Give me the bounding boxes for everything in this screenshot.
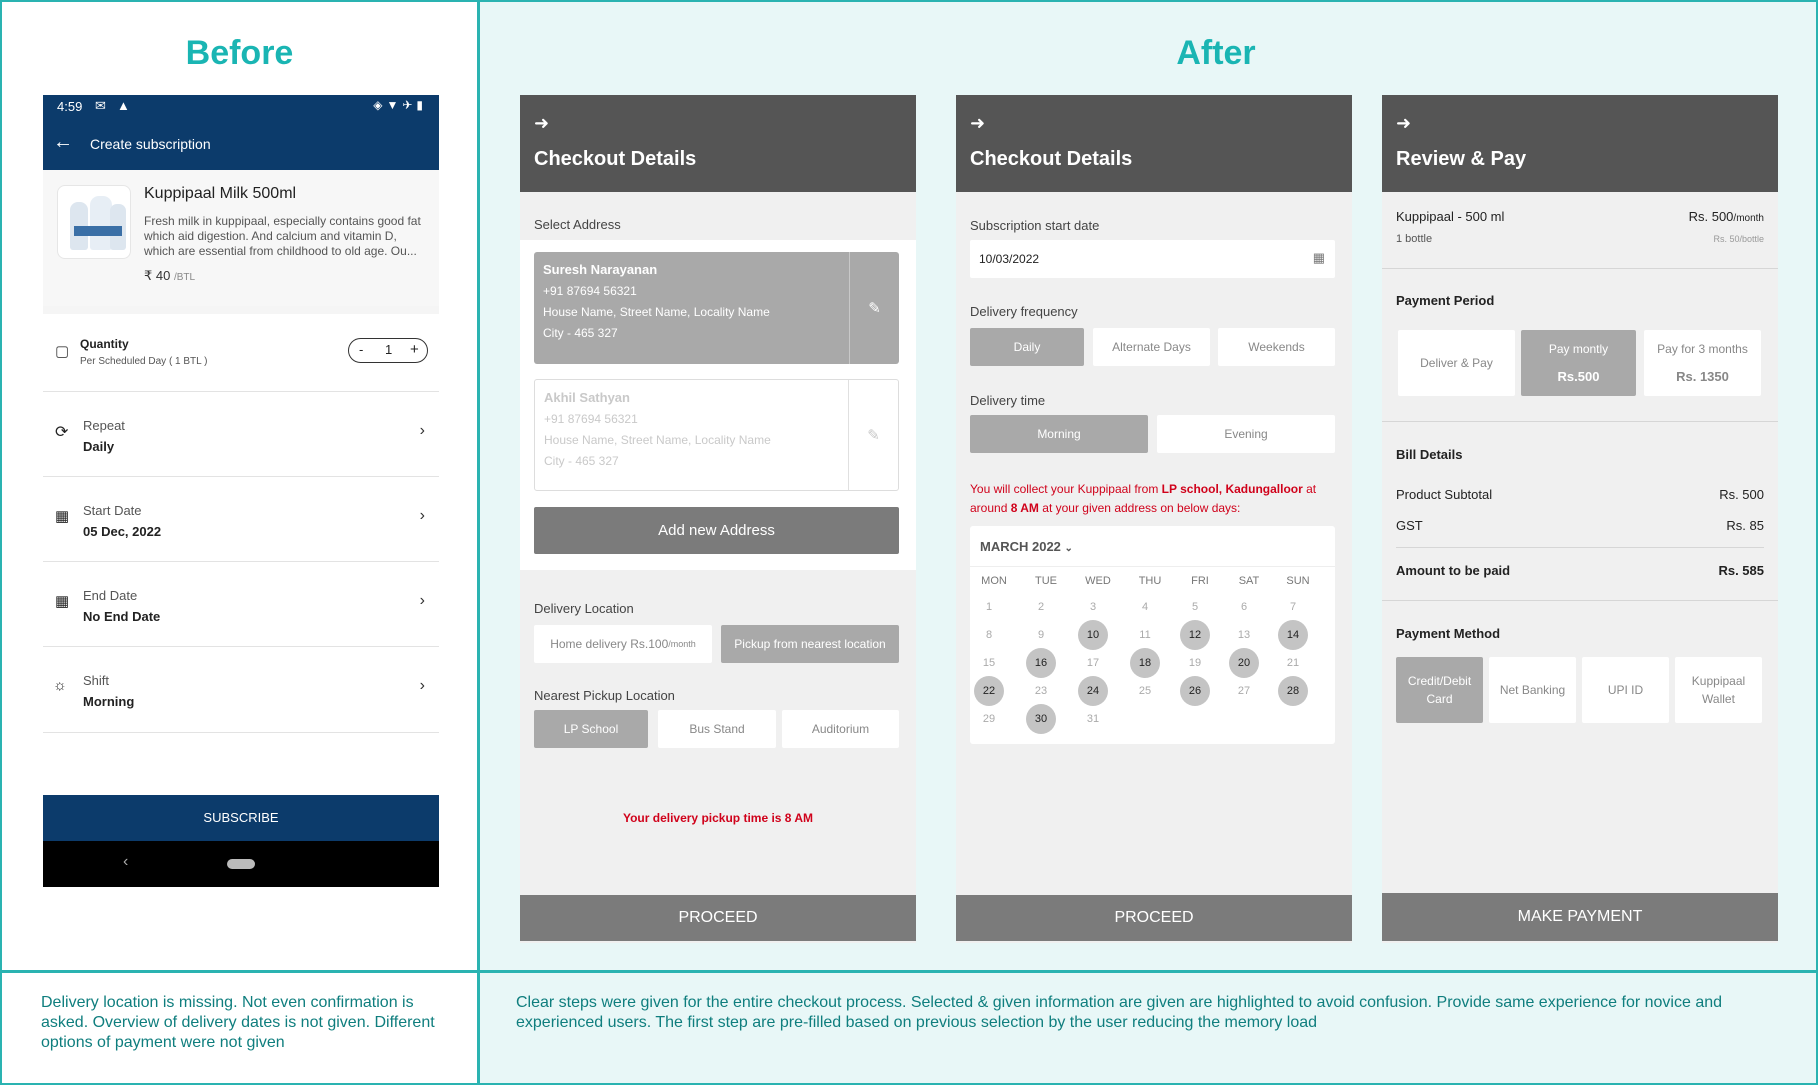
period-amount: Rs.500 <box>1557 369 1600 384</box>
calendar-day[interactable]: 11 <box>1139 629 1151 641</box>
price-value: Rs. 500 <box>1688 209 1734 224</box>
calendar-day[interactable]: 26 <box>1180 676 1210 706</box>
checkout-schedule-screen <box>956 95 1352 943</box>
quantity-stepper[interactable] <box>348 338 428 363</box>
weekday-label: THU <box>1138 575 1162 587</box>
home-delivery-unit: /month <box>668 639 696 649</box>
calendar-day[interactable]: 2 <box>1037 601 1045 613</box>
end-date-row[interactable] <box>43 562 439 647</box>
subtotal-row <box>1396 487 1764 502</box>
start-date-value: 10/03/2022 <box>979 252 1040 266</box>
start-date-row[interactable] <box>43 477 439 562</box>
shift-row[interactable] <box>43 647 439 733</box>
total-row <box>1396 563 1764 578</box>
weekday-label: SAT <box>1238 575 1260 587</box>
quantity-value: 1 <box>385 342 393 357</box>
pickup-time-note: Your delivery pickup time is 8 AM <box>622 811 814 825</box>
period-label: Pay for 3 months <box>1657 342 1748 356</box>
review-pay-screen <box>1382 95 1778 943</box>
product-description: Fresh milk in kuppipaal, especially contains good fat which aid digestion. And calcium and vitamin D, which are essential from childhood to old age. Ou... <box>144 214 421 258</box>
period-label: Deliver & Pay <box>1420 356 1493 370</box>
chevron-down-icon: ⌄ <box>1064 543 1073 554</box>
price-value: ₹ 40 <box>144 268 171 283</box>
period-monthly[interactable] <box>1521 330 1636 396</box>
calendar-day[interactable]: 23 <box>1034 685 1048 697</box>
period-three-months[interactable] <box>1644 330 1761 396</box>
start-date-value: 05 Dec, 2022 <box>83 524 162 539</box>
screen-title: Checkout Details <box>970 148 1133 170</box>
product-card <box>43 170 439 306</box>
address-phone: +91 87694 56321 <box>544 412 638 426</box>
nav-back-icon[interactable]: ‹ <box>123 853 129 870</box>
calendar-day[interactable]: 14 <box>1278 620 1308 650</box>
item-name: Kuppipaal - 500 ml <box>1396 209 1505 224</box>
item-price <box>1689 209 1764 224</box>
sunrise-icon: ☼ <box>53 677 67 694</box>
product-price <box>144 268 195 284</box>
month-label: MARCH 2022 <box>980 539 1061 554</box>
quantity-sub: Per Scheduled Day ( 1 BTL ) <box>80 356 208 367</box>
start-date-label: Subscription start date <box>970 218 1100 233</box>
calendar-day[interactable]: 5 <box>1191 601 1199 613</box>
total-label: Amount to be paid <box>1396 563 1511 578</box>
quantity-row <box>43 314 439 392</box>
method-card[interactable]: Credit/Debit Card <box>1396 657 1483 723</box>
calendar-icon[interactable]: ▦ <box>1312 250 1325 265</box>
before-panel <box>0 0 479 972</box>
address-city: City - 465 327 <box>544 454 619 468</box>
delivery-calendar <box>970 526 1335 744</box>
delivery-time-label: Delivery time <box>970 393 1046 408</box>
calendar-day[interactable]: 9 <box>1037 629 1045 641</box>
back-arrow-icon[interactable]: ➜ <box>970 113 986 133</box>
screen-title: Checkout Details <box>534 148 697 170</box>
item-quantity: 1 bottle <box>1396 233 1433 245</box>
address-phone: +91 87694 56321 <box>543 284 637 298</box>
address-line: House Name, Street Name, Locality Name <box>544 433 771 447</box>
collection-info <box>970 480 1340 518</box>
edit-icon[interactable]: ✎ <box>849 252 899 364</box>
calendar-divider <box>970 566 1335 567</box>
home-delivery-option[interactable] <box>534 625 712 663</box>
gst-row <box>1396 518 1764 533</box>
proceed-button[interactable]: PROCEED <box>956 895 1352 941</box>
screen-header <box>956 95 1352 192</box>
address-name: Suresh Narayanan <box>543 262 658 277</box>
calendar-day[interactable]: 1 <box>985 601 993 613</box>
per-bottle-price: Rs. 50/bottle <box>1713 234 1764 244</box>
calendar-day[interactable]: 30 <box>1026 704 1056 734</box>
nearest-pickup-label: Nearest Pickup Location <box>534 688 675 703</box>
quantity-label: Quantity <box>80 337 129 351</box>
calendar-day[interactable]: 13 <box>1237 629 1251 641</box>
time-morning[interactable]: Morning <box>970 415 1148 453</box>
back-arrow-icon[interactable]: ➜ <box>534 113 550 133</box>
back-arrow-icon[interactable]: ➜ <box>1396 113 1412 133</box>
gmail-icon: ✉ <box>95 98 106 113</box>
time-evening[interactable]: Evening <box>1157 415 1335 453</box>
select-address-label: Select Address <box>534 217 621 232</box>
android-nav-bar <box>43 841 439 887</box>
calendar-day[interactable]: 20 <box>1229 648 1259 678</box>
home-delivery-text: Home delivery Rs.100 <box>550 637 669 651</box>
after-panel <box>478 0 1818 972</box>
before-heading: Before <box>185 34 294 72</box>
weekday-label: WED <box>1085 575 1111 587</box>
proceed-button[interactable]: PROCEED <box>520 895 916 941</box>
pickup-auditorium[interactable]: Auditorium <box>782 710 899 748</box>
after-note: Clear steps were given for the entire checkout process. Selected & given information are given are highlighted to avoid confusion. Provide same experience for novice and experienced users. The first step are pre-filled based on previous selection by the user reducing the memory load <box>516 994 1723 1031</box>
calendar-day[interactable]: 25 <box>1138 685 1152 697</box>
calendar-icon: ▦ <box>55 593 70 610</box>
subtotal-value: Rs. 500 <box>1719 487 1764 502</box>
plus-button[interactable]: + <box>410 341 419 358</box>
info-part: at your given address on below days: <box>1038 501 1241 515</box>
info-part: You will collect your Kuppipaal from <box>970 482 1162 496</box>
price-unit: /month <box>1733 213 1764 224</box>
divider <box>1382 268 1778 269</box>
calendar-day[interactable]: 17 <box>1086 657 1100 669</box>
calendar-day[interactable]: 7 <box>1289 601 1297 613</box>
calendar-day[interactable]: 4 <box>1141 601 1149 613</box>
back-arrow-icon[interactable]: ← <box>53 131 73 153</box>
calendar-day[interactable]: 29 <box>982 713 996 725</box>
empty-space <box>43 733 439 795</box>
address-card[interactable] <box>534 379 899 491</box>
after-heading: After <box>1176 34 1256 72</box>
calendar-day[interactable]: 12 <box>1180 620 1210 650</box>
start-date-input[interactable] <box>970 240 1335 278</box>
divider <box>1382 600 1778 601</box>
weekday-label: MON <box>981 575 1007 587</box>
calendar-icon: ▦ <box>55 508 70 525</box>
delivery-location-label: Delivery Location <box>534 601 634 616</box>
method-net-banking[interactable]: Net Banking <box>1489 657 1576 723</box>
system-status-icons: ◈▼✈▮ <box>373 98 427 112</box>
product-name: Kuppipaal Milk 500ml <box>144 185 297 202</box>
calendar-day[interactable]: 3 <box>1089 601 1097 613</box>
payment-method-label: Payment Method <box>1396 626 1501 641</box>
edit-icon[interactable]: ✎ <box>848 380 898 490</box>
calendar-day[interactable]: 27 <box>1237 685 1251 697</box>
shift-value: Morning <box>83 694 135 709</box>
frequency-alternate[interactable]: Alternate Days <box>1093 328 1210 366</box>
chevron-right-icon: › <box>419 507 425 524</box>
gst-value: Rs. 85 <box>1726 518 1764 533</box>
bag-icon: ▢ <box>55 343 70 360</box>
chevron-right-icon: › <box>419 422 425 439</box>
chevron-right-icon: › <box>419 677 425 694</box>
period-label: Pay montly <box>1548 342 1609 356</box>
method-upi[interactable]: UPI ID <box>1582 657 1669 723</box>
address-card-selected[interactable] <box>534 252 899 364</box>
weekday-label: FRI <box>1191 575 1209 587</box>
calendar-day[interactable]: 8 <box>985 629 993 641</box>
end-date-value: No End Date <box>83 609 161 624</box>
address-line: House Name, Street Name, Locality Name <box>543 305 770 319</box>
calendar-day[interactable]: 6 <box>1240 601 1248 613</box>
calendar-day[interactable]: 21 <box>1286 657 1300 669</box>
repeat-value: Daily <box>83 439 115 454</box>
weekday-label: TUE <box>1035 575 1057 587</box>
pickup-lp-school[interactable]: LP School <box>534 710 648 748</box>
pickup-option[interactable]: Pickup from nearest location <box>721 625 899 663</box>
period-deliver-pay[interactable] <box>1398 330 1515 396</box>
repeat-label: Repeat <box>83 418 125 433</box>
subtotal-label: Product Subtotal <box>1396 487 1493 502</box>
status-time: 4:59 <box>57 99 83 114</box>
product-image <box>57 185 131 259</box>
info-location: LP school, Kadungalloor <box>1161 482 1303 496</box>
before-note: Delivery location is missing. Not even confirmation is asked. Overview of delivery dates is not given. Different options of payment were not given <box>41 994 435 1051</box>
calendar-day[interactable]: 18 <box>1130 648 1160 678</box>
frequency-weekends[interactable]: Weekends <box>1218 328 1335 366</box>
calendar-day[interactable]: 22 <box>974 676 1004 706</box>
end-date-label: End Date <box>83 588 138 603</box>
calendar-day[interactable]: 31 <box>1086 713 1100 725</box>
weekday-label: SUN <box>1286 575 1310 587</box>
frequency-daily[interactable]: Daily <box>970 328 1084 366</box>
nav-home-icon[interactable] <box>227 859 255 869</box>
start-date-label: Start Date <box>83 503 142 518</box>
repeat-icon: ⟳ <box>55 424 69 441</box>
period-amount: Rs. 1350 <box>1676 369 1729 384</box>
gst-label: GST <box>1396 518 1423 533</box>
divider <box>1396 547 1764 548</box>
before-phone <box>43 95 439 887</box>
shift-label: Shift <box>83 673 110 688</box>
minus-button[interactable]: - <box>359 342 364 357</box>
calendar-day[interactable]: 10 <box>1078 620 1108 650</box>
address-name: Akhil Sathyan <box>544 390 630 405</box>
screen-header <box>1382 95 1778 192</box>
screen-header <box>520 95 916 192</box>
address-city: City - 465 327 <box>543 326 618 340</box>
payment-period-label: Payment Period <box>1396 293 1495 308</box>
app-bar <box>43 119 439 170</box>
calendar-month[interactable] <box>980 539 1073 554</box>
calendar-day[interactable]: 16 <box>1026 648 1056 678</box>
warning-icon: ▲ <box>117 98 130 113</box>
calendar-day[interactable]: 24 <box>1078 676 1108 706</box>
add-address-button[interactable]: Add new Address <box>534 507 899 554</box>
frequency-label: Delivery frequency <box>970 304 1078 319</box>
bill-details-label: Bill Details <box>1396 447 1463 462</box>
chevron-right-icon: › <box>419 592 425 609</box>
subscribe-button[interactable]: SUBSCRIBE <box>43 795 439 841</box>
price-unit: /BTL <box>173 272 196 283</box>
app-bar-title: Create subscription <box>90 136 211 152</box>
checkout-address-screen <box>520 95 916 943</box>
screen-title: Review & Pay <box>1396 148 1527 170</box>
pickup-bus-stand[interactable]: Bus Stand <box>658 710 776 748</box>
calendar-day[interactable]: 19 <box>1188 657 1202 669</box>
after-note-box <box>478 971 1818 1085</box>
repeat-row[interactable] <box>43 392 439 477</box>
before-note-box <box>0 971 479 1085</box>
status-bar <box>43 95 439 119</box>
calendar-day[interactable]: 15 <box>982 657 996 669</box>
info-part: at around <box>970 482 1317 515</box>
total-value: Rs. 585 <box>1718 563 1764 578</box>
calendar-day[interactable]: 28 <box>1278 676 1308 706</box>
method-wallet[interactable]: Kuppipaal Wallet <box>1675 657 1762 723</box>
divider <box>1382 421 1778 422</box>
make-payment-button[interactable]: MAKE PAYMENT <box>1382 893 1778 941</box>
info-time: 8 AM <box>1010 501 1039 515</box>
